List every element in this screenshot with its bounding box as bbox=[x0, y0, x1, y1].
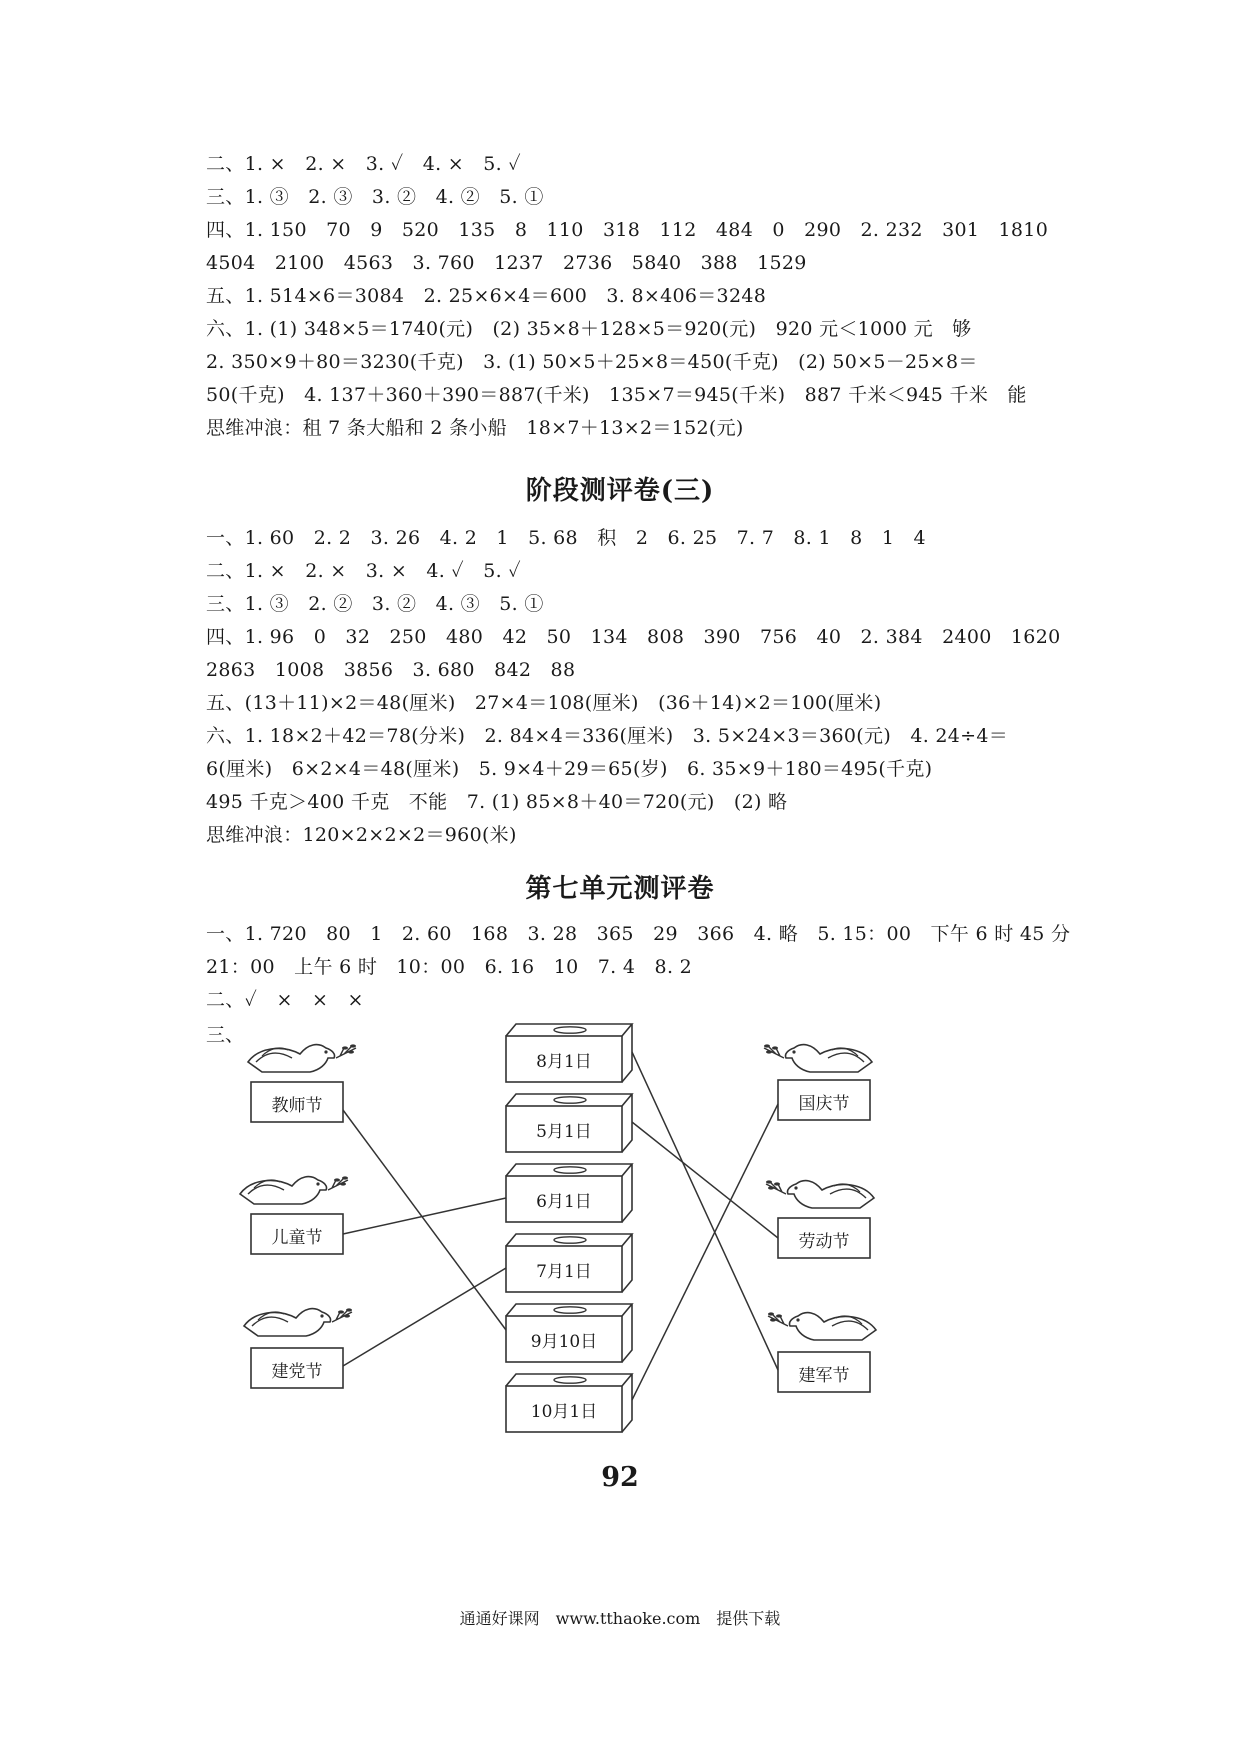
answer-line: 四、1. 96 0 32 250 480 42 50 134 808 390 756 40 2. 384 2400 1620 bbox=[206, 626, 1061, 648]
date-label: 10月1日 bbox=[530, 1402, 598, 1422]
festival-label-party: 建党节 bbox=[271, 1362, 323, 1382]
download-footer: 通通好课网 www.tthaoke.com 提供下载 bbox=[459, 1609, 781, 1628]
section-2-title: 阶段测评卷(三) bbox=[525, 476, 715, 506]
answer-line: 思维冲浪：租 7 条大船和 2 条小船 18×7＋13×2＝152(元) bbox=[206, 417, 744, 439]
festival-label-children: 儿童节 bbox=[271, 1228, 323, 1248]
festival-label-teacher: 教师节 bbox=[271, 1096, 323, 1116]
date-label: 9月10日 bbox=[530, 1332, 598, 1352]
match-line bbox=[632, 1122, 778, 1238]
match-line bbox=[343, 1198, 506, 1234]
answer-line: 三、1. ③ 2. ③ 3. ② 4. ② 5. ① bbox=[206, 186, 544, 208]
answer-line: 六、1. 18×2＋42＝78(分米) 2. 84×4＝336(厘米) 3. 5×24×3＝360(元) 4. 24÷4＝ bbox=[206, 725, 1009, 747]
answer-line: 三、1. ③ 2. ② 3. ② 4. ③ 5. ① bbox=[206, 593, 544, 615]
match-line bbox=[343, 1268, 506, 1366]
date-label: 5月1日 bbox=[536, 1122, 592, 1142]
answer-line: 4504 2100 4563 3. 760 1237 2736 5840 388 1529 bbox=[206, 252, 807, 274]
answer-line: 21：00 上午 6 时 10：00 6. 16 10 7. 4 8. 2 bbox=[206, 956, 693, 978]
dove-icon bbox=[766, 1180, 874, 1208]
answer-line: 五、1. 514×6＝3084 2. 25×6×4＝600 3. 8×406＝3248 bbox=[206, 285, 767, 307]
answer-line: 一、1. 60 2. 2 3. 26 4. 2 1 5. 68 积 2 6. 25 7. 7 8. 1 8 1 4 bbox=[206, 527, 926, 549]
date-label: 7月1日 bbox=[536, 1262, 592, 1282]
answer-line: 五、(13＋11)×2＝48(厘米) 27×4＝108(厘米) (36＋14)×2＝100(厘米) bbox=[206, 692, 882, 714]
answer-line: 一、1. 720 80 1 2. 60 168 3. 28 365 29 366 4. 略 5. 15：00 下午 6 时 45 分 bbox=[206, 923, 1071, 945]
match-line bbox=[343, 1110, 506, 1330]
answer-line: 二、1. × 2. × 3. ✓ 4. × 5. ✓ bbox=[206, 153, 521, 175]
date-label: 6月1日 bbox=[536, 1192, 592, 1212]
answer-line: 2863 1008 3856 3. 680 842 88 bbox=[206, 659, 576, 681]
dove-icon bbox=[248, 1044, 356, 1072]
page-number: 92 bbox=[601, 1462, 639, 1493]
answer-line: 六、1. (1) 348×5＝1740(元) (2) 35×8＋128×5＝920(元) 920 元＜1000 元 够 bbox=[206, 318, 972, 340]
festival-label-labor: 劳动节 bbox=[798, 1232, 850, 1252]
answer-line: 6(厘米) 6×2×4＝48(厘米) 5. 9×4＋29＝65(岁) 6. 35×9＋180＝495(千克) bbox=[206, 758, 933, 780]
answer-line: 二、1. × 2. × 3. × 4. ✓ 5. ✓ bbox=[206, 560, 521, 582]
festival-label-army: 建军节 bbox=[798, 1366, 850, 1386]
festival-label-national: 国庆节 bbox=[798, 1094, 850, 1114]
answer-line: 495 千克＞400 千克 不能 7. (1) 85×8＋40＝720(元) (2) 略 bbox=[206, 791, 788, 813]
date-label: 8月1日 bbox=[536, 1052, 592, 1072]
dove-icon bbox=[764, 1044, 872, 1072]
answer-line: 二、✓ × × × bbox=[206, 989, 364, 1011]
match-line bbox=[632, 1052, 778, 1370]
matching-label: 三、 bbox=[206, 1024, 245, 1046]
answer-line: 2. 350×9＋80＝3230(千克) 3. (1) 50×5＋25×8＝450(千克) (2) 50×5－25×8＝ bbox=[206, 351, 978, 373]
match-line bbox=[632, 1104, 778, 1400]
dove-icon bbox=[240, 1176, 348, 1204]
dove-icon bbox=[244, 1308, 352, 1336]
dove-icon bbox=[768, 1312, 876, 1340]
answer-line: 思维冲浪：120×2×2×2＝960(米) bbox=[206, 824, 517, 846]
answer-line: 四、1. 150 70 9 520 135 8 110 318 112 484 0 290 2. 232 301 1810 bbox=[206, 219, 1049, 241]
section-3-title: 第七单元测评卷 bbox=[525, 874, 715, 904]
answer-line: 50(千克) 4. 137＋360＋390＝887(千米) 135×7＝945(千米) 887 千米＜945 千米 能 bbox=[206, 384, 1027, 406]
